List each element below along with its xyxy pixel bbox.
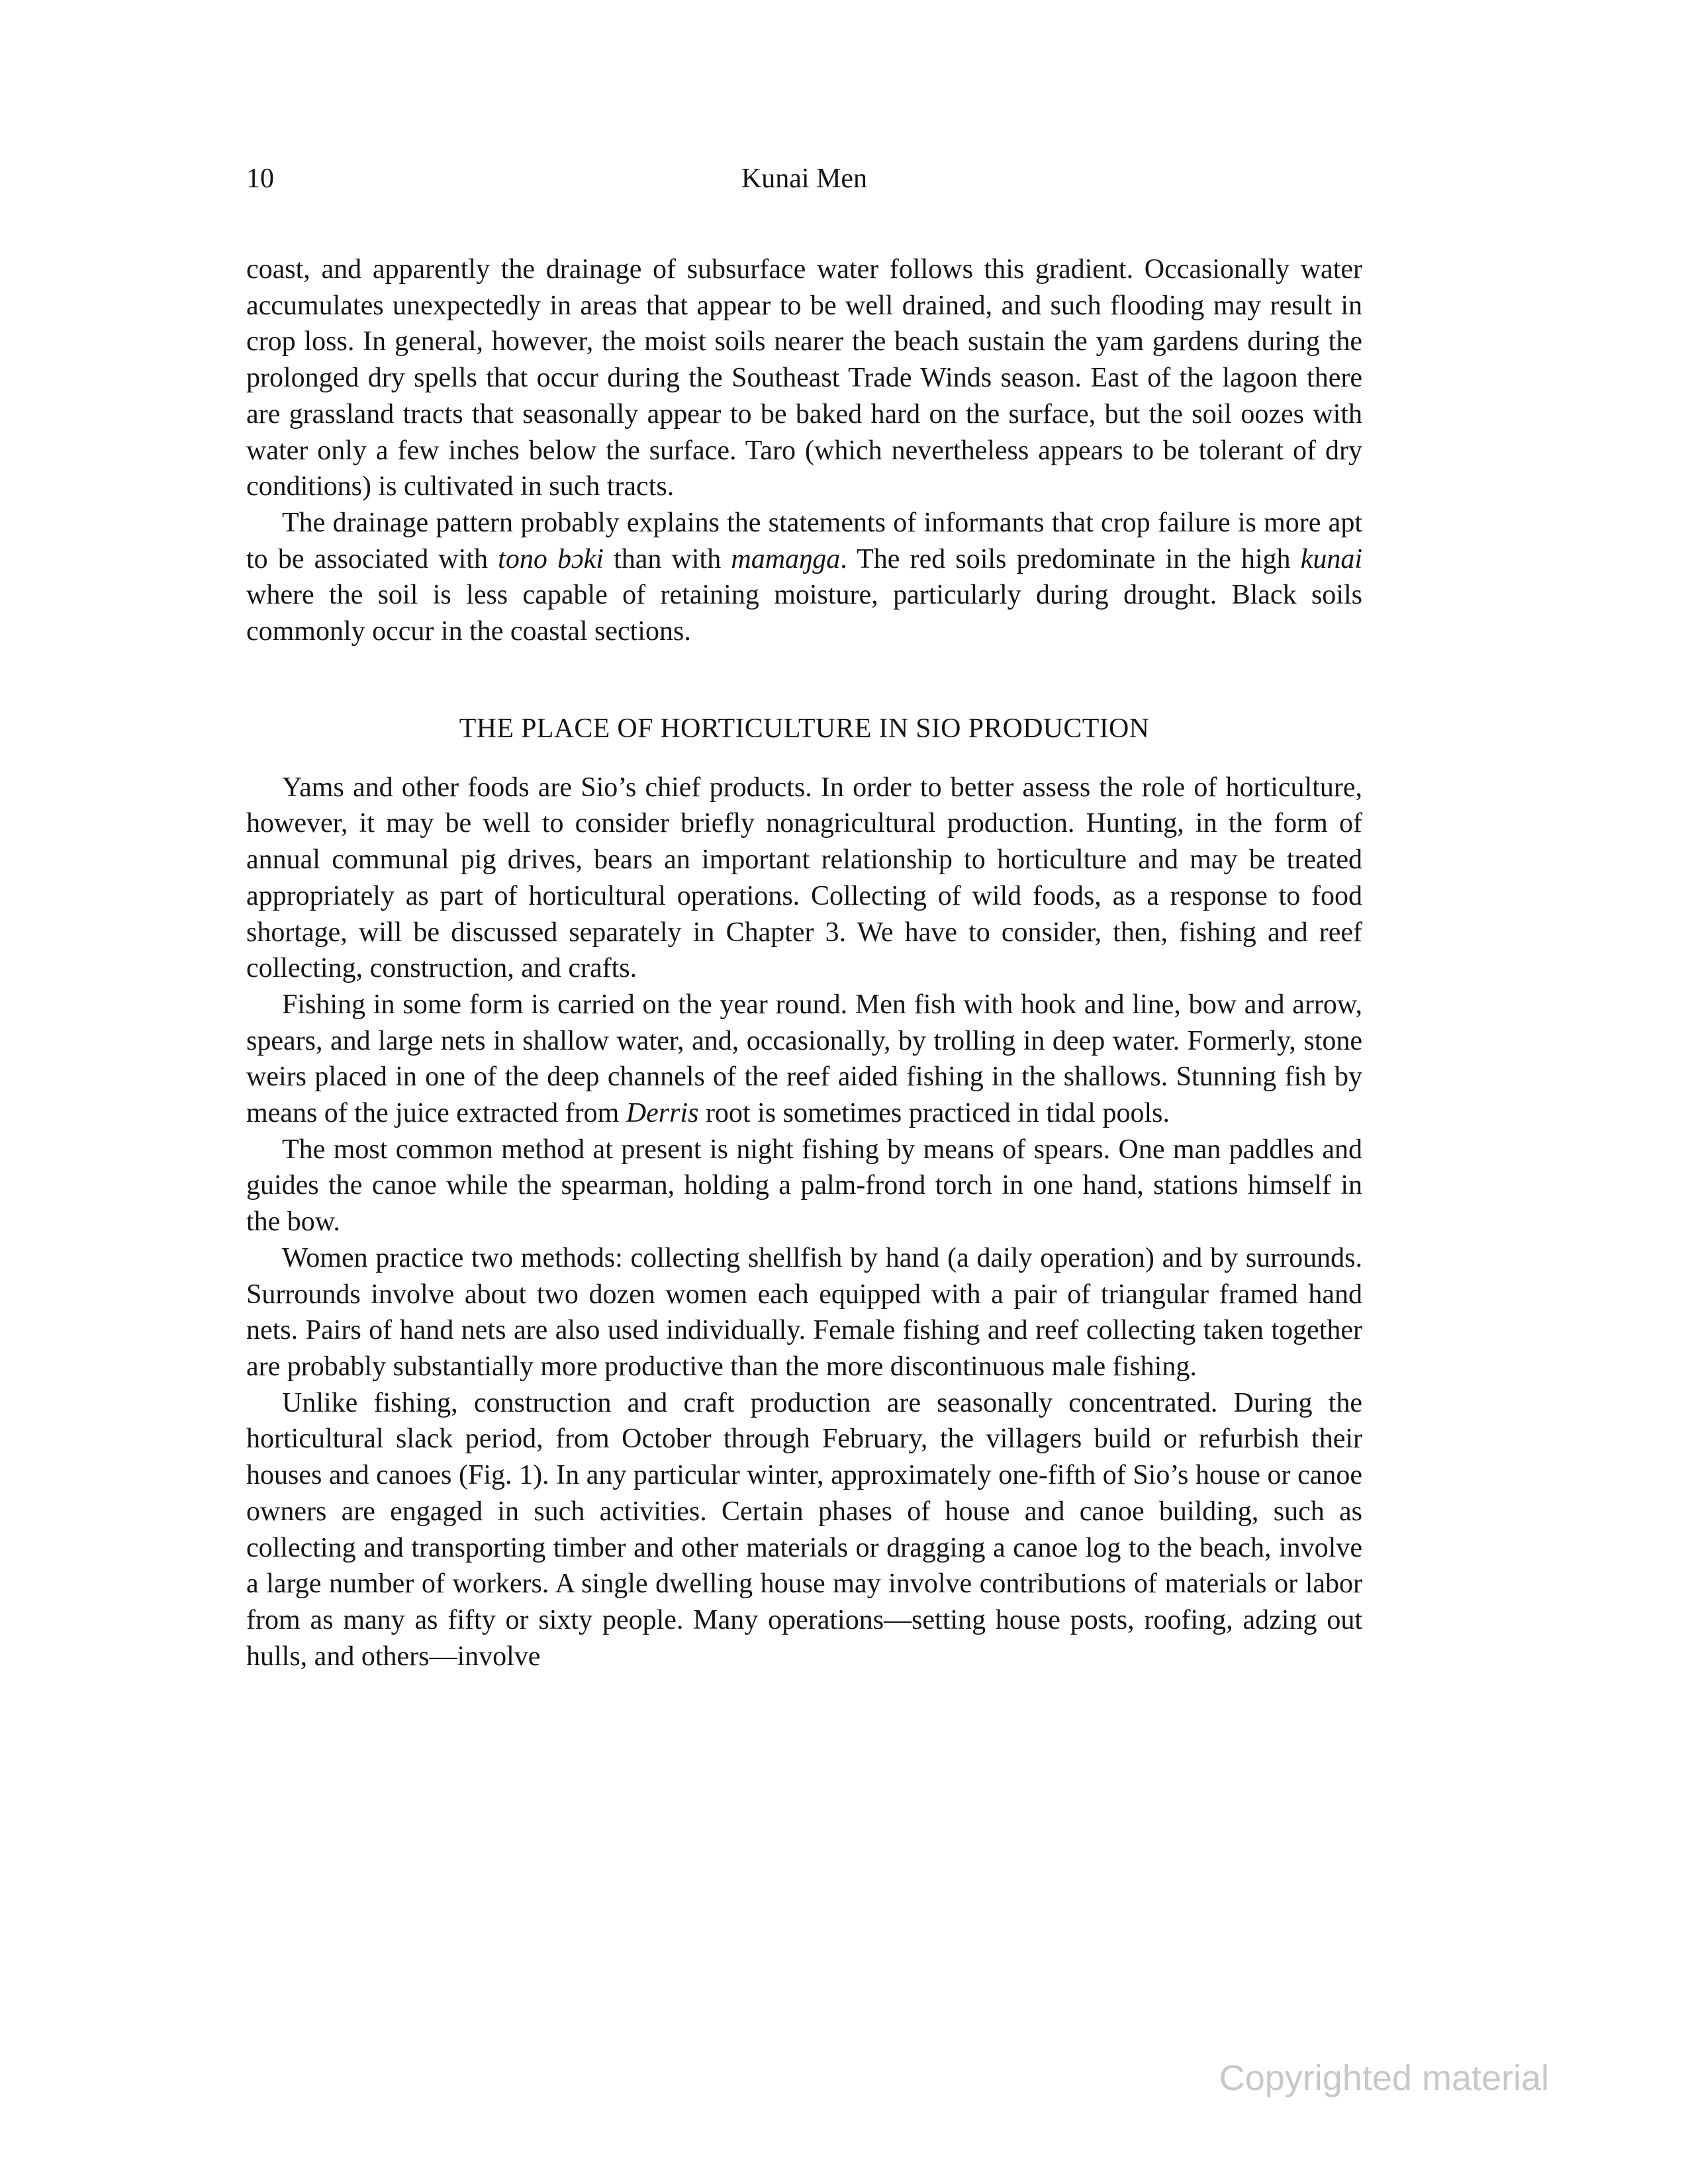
paragraph-text: Fishing in some form is carried on the year round. Men fish with hook and line, bow and arrow, spears, and large nets in shallow water, and, occasionally, by trolling in deep water. Formerly, stone weirs placed in one of the deep channels of the reef aided fishing in the shallows. Stunning fish by means of the juice extracted from <box>246 989 1362 1129</box>
native-term: mamaŋga <box>731 543 841 574</box>
running-title: Kunai Men <box>741 163 868 194</box>
native-term: tono bɔki <box>498 543 604 574</box>
page-header <box>246 159 1362 199</box>
native-term: kunai <box>1300 543 1363 574</box>
species-term: Derris <box>626 1098 699 1129</box>
paragraph-drainage <box>246 505 1362 650</box>
paragraph-continuation: coast, and apparently the drainage of subsurface water follows this gradient. Occasionally water accumulates unexpectedly in areas that appear to be well drained, and such flooding may result in crop loss. In general, however, the moist soils nearer the beach sustain the yam gardens during the prolonged dry spells that occur during the Southeast Trade Winds season. East of the lagoon there are grassland tracts that seasonally appear to be baked hard on the surface, but the soil oozes with water only a few inches below the surface. Taro (which nevertheless appears to be tolerant of dry conditions) is cultivated in such tracts. <box>246 254 1362 502</box>
paragraph-construction: Unlike fishing, construction and craft production are seasonally concentrated. During the horticultural slack period, from October through February, the villagers build or refurbish their houses and canoes (Fig. 1). In any particular winter, approximately one-fifth of Sio’s house or canoe owners are engaged in such activities. Certain phases of house and canoe building, such as collecting and transporting timber and other materials or dragging a canoe log to the beach, involve a large number of workers. A single dwelling house may involve contributions of materials or labor from as many as fifty or sixty people. Many operations—setting house posts, roofing, adzing out hulls, and others—involve <box>246 1387 1362 1672</box>
copyright-watermark: Copyrighted material <box>1219 2058 1549 2098</box>
paragraph-text: where the soil is less capable of retaining moisture, particularly during drought. Black soils commonly occur in the coastal sections. <box>246 580 1362 647</box>
page-number: 10 <box>246 163 274 194</box>
paragraph-text: root is sometimes practiced in tidal pools. <box>698 1098 1170 1129</box>
paragraph-text: The drainage pattern probably explains the statements of informants that crop failure is more apt to be associated with <box>246 507 1362 574</box>
body-text <box>246 251 1362 1674</box>
paragraph-yams: Yams and other foods are Sio’s chief products. In order to better assess the role of horticulture, however, it may be well to consider briefly nonagricultural production. Hunting, in the form of annual communal pig drives, bears an important relationship to horticulture and may be treated appropriately as part of horticultural operations. Collecting of wild foods, as a response to food shortage, will be discussed separately in Chapter 3. We have to consider, then, fishing and reef collecting, construction, and crafts. <box>246 772 1362 984</box>
paragraph-fishing <box>246 987 1362 1132</box>
section-heading: THE PLACE OF HORTICULTURE IN SIO PRODUCTION <box>459 713 1150 744</box>
paragraph-women-fishing: Women practice two methods: collecting shellfish by hand (a daily operation) and by surrounds. Surrounds involve about two dozen women each equipped with a pair of triangular framed hand nets. Pairs of hand nets are also used individually. Female fishing and reef collecting taken together are probably substantially more productive than the more discontinuous male fishing. <box>246 1242 1362 1382</box>
paragraph-text: . The red soils predominate in the high <box>840 543 1301 574</box>
paragraph-night-fishing: The most common method at present is night fishing by means of spears. One man paddles and guides the canoe while the spearman, holding a palm-frond torch in one hand, stations himself in the bow. <box>246 1134 1362 1238</box>
paragraph-text: than with <box>603 543 731 574</box>
